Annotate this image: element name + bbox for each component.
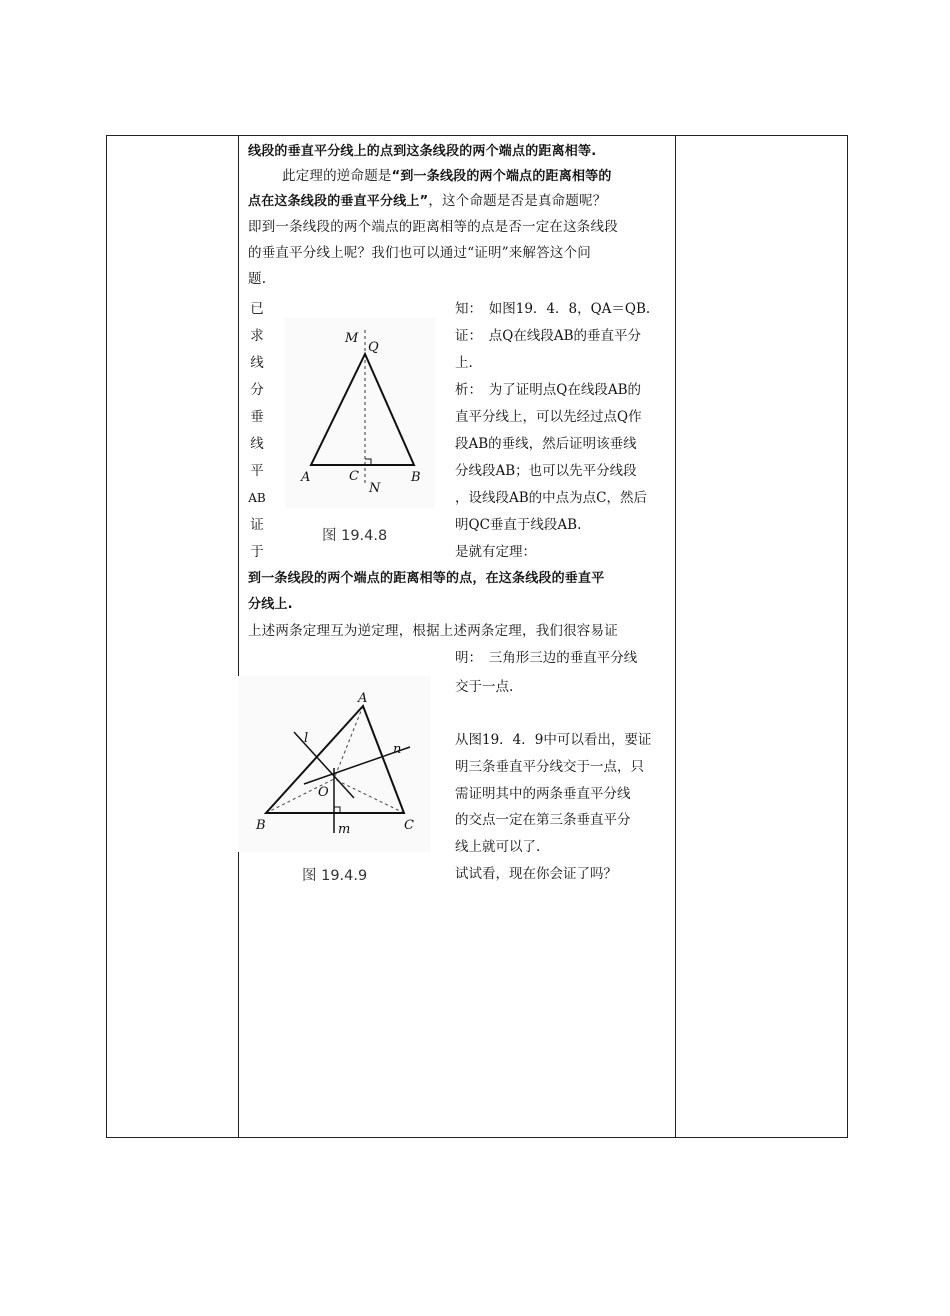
right-text-line: 知： 如图19．4．8，QA＝QB.	[455, 301, 651, 317]
label-A: A	[358, 691, 368, 706]
right-text-line: 明： 三角形三边的垂直平分线	[455, 650, 638, 666]
label-M: M	[345, 331, 359, 346]
right-text-line: 交于一点.	[455, 679, 514, 695]
label-m: m	[338, 822, 351, 837]
theorem-statement: 线段的垂直平分线上的点到这条线段的两个端点的距离相等.	[248, 144, 597, 159]
right-text-line: 段AB的垂线，然后证明该垂线	[455, 436, 637, 452]
label-B: B	[411, 470, 421, 485]
vertical-char: 平	[250, 463, 264, 479]
vertical-char: 求	[250, 328, 264, 344]
converse-intro-text: 此定理的逆命题是	[282, 168, 392, 184]
figure-19-4-9	[238, 676, 430, 852]
vertical-char: 线	[250, 436, 264, 452]
right-text-line: ，设线段AB的中点为点C，然后	[455, 490, 647, 506]
right-text-line: 直平分线上，可以先经过点Q作	[455, 409, 642, 425]
label-O: O	[318, 785, 329, 800]
label-C: C	[349, 469, 359, 484]
converse-intro	[282, 168, 612, 185]
vertical-char: 已	[250, 301, 264, 317]
column-divider-right	[675, 136, 676, 1137]
figure-caption-19-4-8: 图 19.4.8	[322, 528, 388, 544]
vertical-char: 垂	[250, 409, 264, 425]
converse-line-2	[248, 193, 606, 210]
right-text-line: 线上就可以了.	[455, 839, 541, 855]
figure-caption-19-4-9: 图 19.4.9	[302, 868, 368, 884]
label-N: N	[369, 481, 381, 496]
right-text-line: 试试看，现在你会证了吗？	[455, 866, 617, 882]
right-text-line: 明三条垂直平分线交于一点，只	[455, 759, 644, 775]
vertical-char: 线	[250, 355, 264, 371]
label-A: A	[301, 470, 311, 485]
vertical-char: AB	[248, 491, 266, 505]
label-n: n	[393, 742, 402, 757]
paragraph-line: 上述两条定理互为逆定理，根据上述两条定理，我们很容易证	[248, 623, 618, 639]
vertical-char: 于	[250, 544, 264, 560]
right-text-line: 的交点一定在第三条垂直平分	[455, 812, 631, 828]
label-B: B	[256, 818, 266, 833]
vertical-char: 证	[250, 517, 264, 533]
paragraph-line: 题.	[248, 271, 267, 287]
paragraph-line: 的垂直平分线上呢？我们也可以通过“证明”来解答这个问	[248, 245, 592, 261]
label-C: C	[404, 818, 414, 833]
column-divider-left	[238, 136, 239, 1137]
converse-theorem-line-1: 到一条线段的两个端点的距离相等的点，在这条线段的垂直平	[248, 571, 605, 586]
label-l: l	[304, 731, 309, 746]
right-text-line: 明QC垂直于线段AB.	[455, 517, 582, 533]
label-Q: Q	[368, 340, 379, 355]
right-text-line: 证： 点Q在线段AB的垂直平分	[455, 328, 641, 344]
vertical-char: 分	[250, 382, 264, 398]
right-text-line: 析： 为了证明点Q在线段AB的	[455, 382, 641, 398]
right-text-line: 分线段AB；也可以先平分线段	[455, 463, 637, 479]
converse-bold-a: “到一条线段的两个端点的距离相等的	[391, 169, 612, 184]
right-text-line: 从图19．4．9中可以看出，要证	[455, 732, 652, 748]
paragraph-line: 即到一条线段的两个端点的距离相等的点是否一定在这条线段	[248, 219, 618, 235]
converse-theorem-line-2: 分线上.	[248, 597, 293, 612]
right-text-line: 上.	[455, 355, 473, 371]
figure-19-4-8	[285, 318, 435, 508]
converse-bold-b: 点在这条线段的垂直平分线上”	[248, 194, 429, 209]
right-text-line: 是就有定理：	[455, 544, 536, 560]
converse-tail: ，这个命题是否是真命题呢？	[428, 193, 607, 209]
right-text-line: 需证明其中的两条垂直平分线	[455, 786, 631, 802]
